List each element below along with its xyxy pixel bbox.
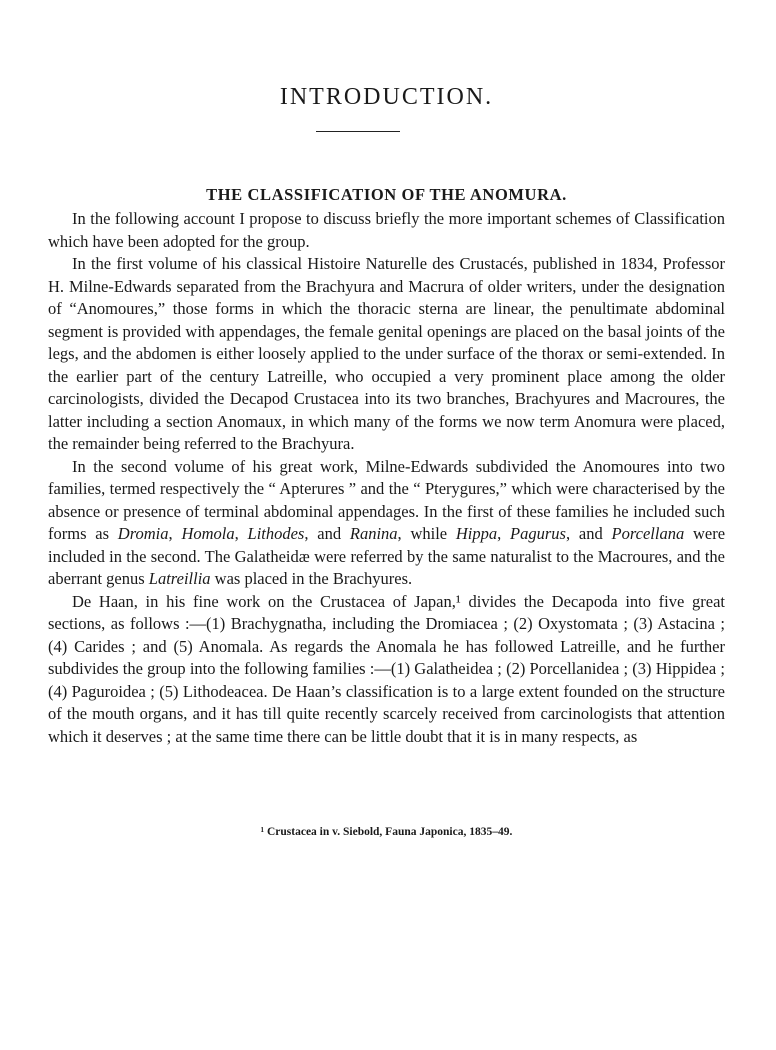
genus-hippa: Hippa: [455, 524, 498, 543]
genus-ranina: Ranina: [349, 524, 398, 543]
heading-rule: [316, 131, 400, 132]
separator: , and: [304, 524, 350, 543]
genus-homola: Homola: [181, 524, 235, 543]
paragraph-3-text-1: In the second volume of his great work, Milne-Edwards subdivided the Anomoures into two families, termed respectively the “ Apterures ” and the “ Pterygures,” which were characterised by the absence or presence of terminal abdominal appendages. In the first of these families he included such forms as: [48, 456, 725, 543]
separator: , and: [565, 524, 612, 543]
separator: , while: [397, 524, 456, 543]
body-text: [48, 208, 725, 748]
paragraph-3-text-2: were included in the second. The Galatheidæ were referred by the same naturalist to the Macroures, and the aberrant genus: [48, 524, 726, 588]
separator: ,: [497, 524, 511, 543]
footnote: ¹ Crustacea in v. Siebold, Fauna Japonica, 1835–49.: [260, 826, 513, 838]
genus-dromia: Dromia: [117, 524, 169, 543]
separator: ,: [234, 524, 248, 543]
paragraph-1: In the following account I propose to discuss briefly the more important schemes of Classification which have been adopted for the group.: [48, 209, 725, 251]
paragraph-4: De Haan, in his fine work on the Crustacea of Japan,¹ divides the Decapoda into five great sections, as follows :—(1) Brachygnatha, including the Dromiacea ; (2) Oxystomata ; (3) Astacina ; (4) Carides ; and (5) Anomala. As regards the Anomala he has followed Latreille, and he further subdivides the group into the following families :—(1) Galatheidea ; (2) Porcellanidea ; (3) Hippidea ; (4) Paguroidea ; (5) Lithodeacea. De Haan’s classification is to a large extent founded on the structure of the mouth organs, and it has till quite recently scarcely received from carcinologists that attention which it deserves ; at the same time there can be little doubt that it is in many respects, as: [48, 591, 725, 746]
paragraph-3: [48, 456, 725, 591]
genus-pagurus: Pagurus: [510, 524, 566, 543]
genus-latreillia: Latreillia: [148, 569, 211, 588]
paragraph-2: In the first volume of his classical Histoire Naturelle des Crustacés, published in 1834, Professor H. Milne-Edwards separated from the Brachyura and Macrura of older writers, under the designation of “Anomoures,” those forms in which the thoracic sterna are linear, the penultimate abdominal segment is provided with appendages, the female genital openings are placed on the basal joints of the legs, and the abdomen is either loosely applied to the under surface of the thorax or semi-extended. In the earlier part of the century Latreille, who occupied a very prominent place among the older carcinologists, divided the Decapod Crustacea into its two branches, Brachyures and Macroures, the latter including a section Anomaux, in which many of the forms we now term Anomura were placed, the remainder being referred to the Brachyura.: [48, 254, 725, 453]
paragraph-3-text-3: was placed in the Brachyures.: [210, 569, 413, 588]
separator: ,: [168, 524, 182, 543]
page-heading: INTRODUCTION.: [279, 84, 494, 111]
section-title: THE CLASSIFICATION OF THE ANOMURA.: [206, 184, 567, 204]
genus-lithodes: Lithodes: [247, 524, 305, 543]
genus-porcellana: Porcellana: [611, 524, 685, 543]
